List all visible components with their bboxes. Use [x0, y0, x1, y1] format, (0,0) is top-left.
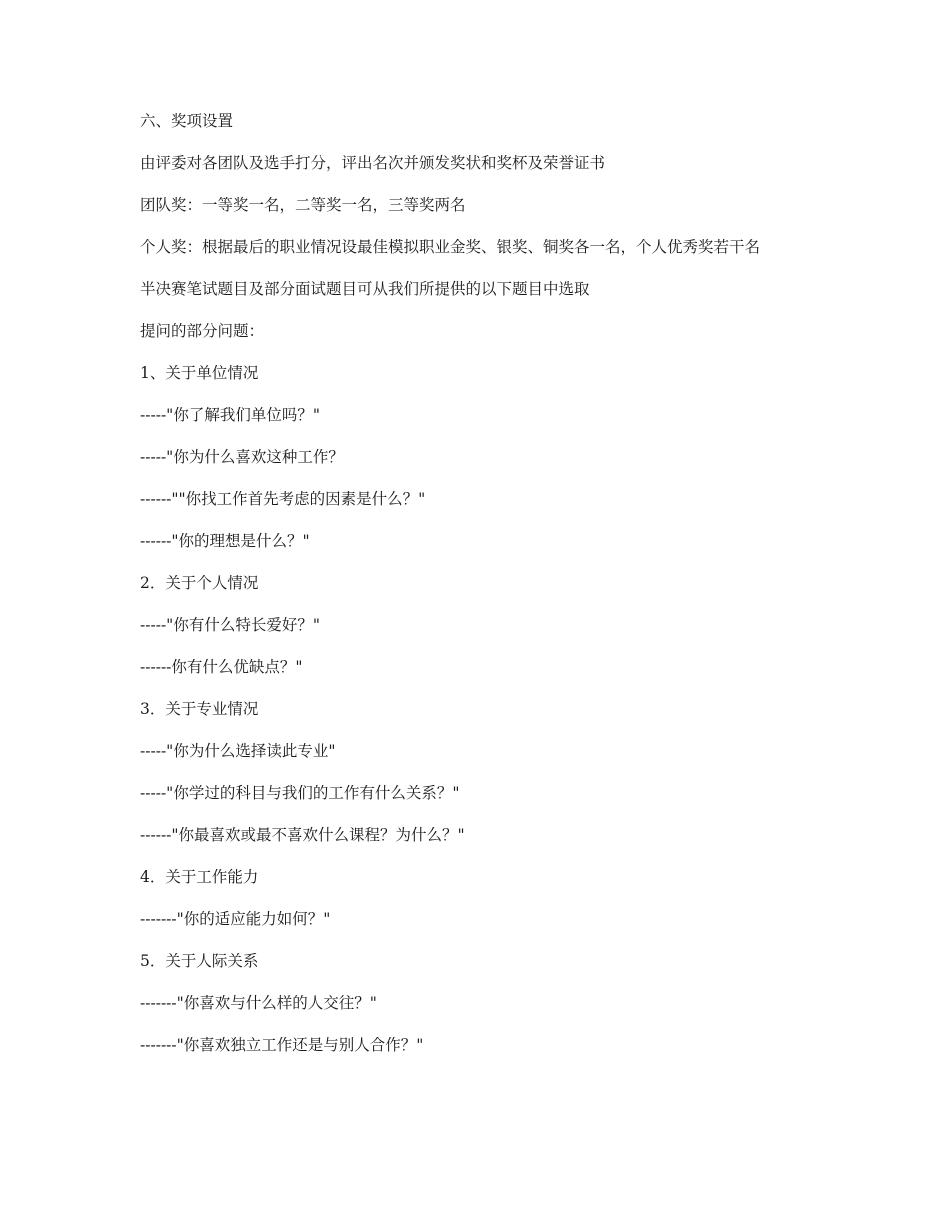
question-item: ------"你最喜欢或最不喜欢什么课程？为什么？" — [140, 826, 465, 844]
subheading-organization: 1、关于单位情况 — [140, 364, 259, 382]
question-item: ------"你的理想是什么？" — [140, 532, 310, 550]
question-item: -------"你喜欢独立工作还是与别人合作？" — [140, 1036, 424, 1054]
paragraph-questions-intro: 提问的部分问题： — [140, 322, 265, 340]
paragraph-team-award: 团队奖：一等奖一名，二等奖一名，三等奖两名 — [140, 196, 466, 214]
question-item: ------你有什么优缺点？" — [140, 658, 303, 676]
question-item: ------""你找工作首先考虑的因素是什么？" — [140, 490, 426, 508]
section-heading-awards: 六、奖项设置 — [140, 112, 234, 130]
question-item: -----"你为什么喜欢这种工作？ — [140, 448, 344, 466]
subheading-major: 3．关于专业情况 — [140, 700, 259, 718]
paragraph-judging: 由评委对各团队及选手打分，评出名次并颁发奖状和奖杯及荣誉证书 — [140, 154, 606, 172]
subheading-work-ability: 4．关于工作能力 — [140, 868, 259, 886]
question-item: -----"你有什么特长爱好？" — [140, 616, 320, 634]
question-item: -------"你喜欢与什么样的人交往？" — [140, 994, 377, 1012]
question-item: -----"你为什么选择读此专业" — [140, 742, 336, 760]
question-item: -----"你了解我们单位吗？" — [140, 406, 320, 424]
subheading-personal: 2．关于个人情况 — [140, 574, 259, 592]
question-item: -----"你学过的科目与我们的工作有什么关系？" — [140, 784, 460, 802]
document-body — [140, 110, 812, 1076]
question-item: -------"你的适应能力如何？" — [140, 910, 331, 928]
subheading-relationships: 5．关于人际关系 — [140, 952, 259, 970]
paragraph-question-source: 半决赛笔试题目及部分面试题目可从我们所提供的以下题目中选取 — [140, 280, 590, 298]
paragraph-individual-award: 个人奖：根据最后的职业情况设最佳模拟职业金奖、银奖、铜奖各一名，个人优秀奖若干名 — [140, 238, 761, 256]
